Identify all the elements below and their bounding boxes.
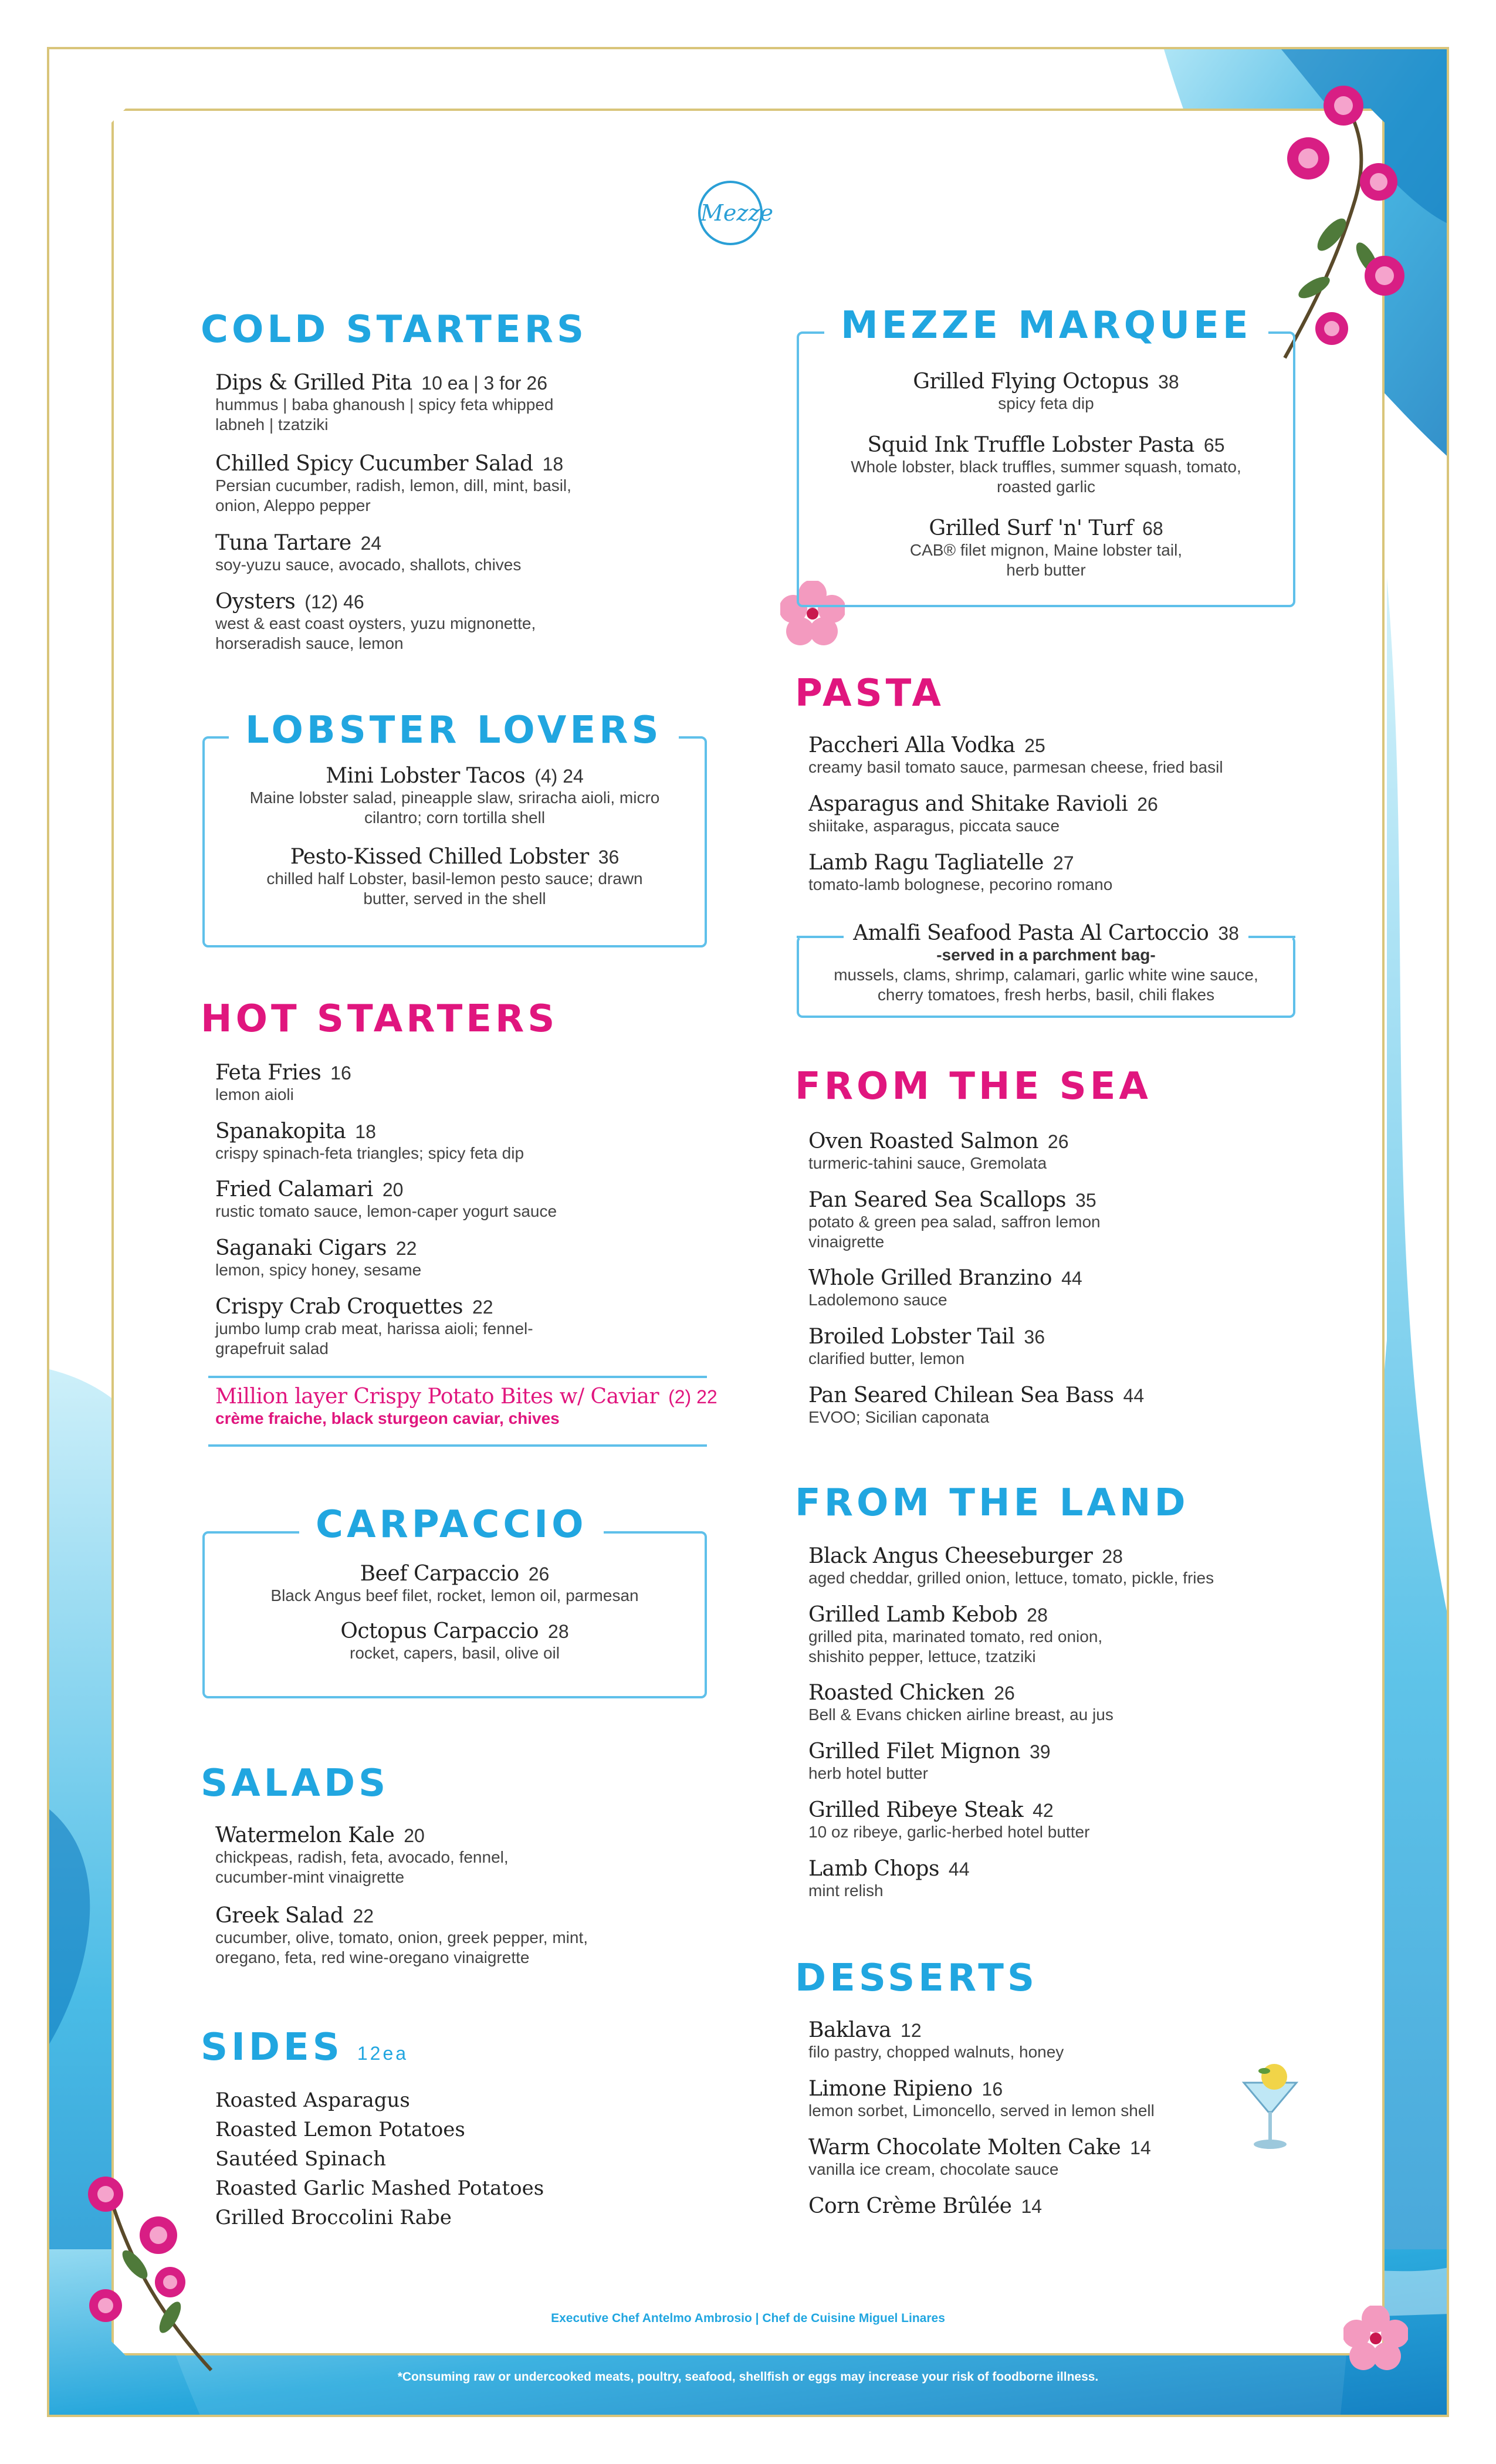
hot-starters-heading: HOT STARTERS — [201, 997, 559, 1041]
item-name: Million layer Crispy Potato Bites w/ Caviar — [215, 1385, 659, 1409]
item-desc: mint relish — [808, 1881, 884, 1900]
from-the-land-heading: FROM THE LAND — [795, 1481, 1189, 1525]
item-desc: tomato-lamb bolognese, pecorino romano — [808, 875, 1113, 893]
item-desc: EVOO; Sicilian caponata — [808, 1408, 990, 1426]
item-name: Amalfi Seafood Pasta Al Cartoccio — [853, 921, 1209, 945]
item-desc: aged cheddar, grilled onion, lettuce, tomato, pickle, fries — [808, 1569, 1214, 1587]
menu-item — [808, 1681, 1113, 1725]
item-name: Broiled Lobster Tail — [808, 1325, 1015, 1349]
menu-item — [808, 1383, 1144, 1427]
item-price: 22 — [472, 1297, 493, 1318]
menu-item — [797, 433, 1295, 497]
item-price: 42 — [1033, 1800, 1054, 1821]
bougainvillea-bottom-left-icon — [70, 2171, 223, 2382]
item-price: 36 — [1024, 1326, 1045, 1348]
item-name: Watermelon Kale — [215, 1823, 395, 1847]
item-price: 18 — [355, 1121, 376, 1142]
item-desc: chilled half Lobster, basil-lemon pesto sauce; drawn butter, served in the shell — [266, 869, 643, 908]
item-price: 22 — [353, 1905, 374, 1927]
item-name: Spanakopita — [215, 1119, 346, 1143]
item-name: Lamb Chops — [808, 1857, 939, 1881]
item-name: Paccheri Alla Vodka — [808, 733, 1016, 757]
item-price: 26 — [1047, 1131, 1069, 1152]
mezze-marquee-heading: MEZZE MARQUEE — [824, 304, 1268, 347]
item-price: 28 — [548, 1621, 569, 1642]
menu-item — [797, 516, 1295, 580]
item-price: (12) 46 — [304, 591, 364, 612]
item-price: 28 — [1102, 1546, 1123, 1567]
menu-item — [215, 590, 638, 654]
item-desc: herb hotel butter — [808, 1764, 928, 1782]
item-name: Grilled Filet Mignon — [808, 1739, 1020, 1764]
item-name: Oven Roasted Salmon — [808, 1129, 1038, 1153]
from-the-sea-heading: FROM THE SEA — [795, 1065, 1152, 1108]
item-price: 18 — [542, 453, 564, 475]
menu-item — [808, 1798, 1089, 1842]
item-name: Chilled Spicy Cucumber Salad — [215, 452, 533, 476]
item-desc: jumbo lump crab meat, harissa aioli; fennel-grapefruit salad — [215, 1319, 533, 1358]
item-desc: west & east coast oysters, yuzu mignonette, horseradish sauce, lemon — [215, 614, 536, 652]
item-name: Grilled Surf 'n' Turf — [929, 516, 1133, 540]
menu-item — [808, 733, 1223, 777]
item-desc: clarified butter, lemon — [808, 1349, 965, 1368]
item-desc: lemon, spicy honey, sesame — [215, 1261, 422, 1279]
item-desc: lemon sorbet, Limoncello, served in lemon shell — [808, 2101, 1155, 2120]
lobster-lovers-heading: LOBSTER LOVERS — [229, 709, 679, 752]
item-price: 28 — [1027, 1605, 1048, 1626]
side-item: Roasted Asparagus — [215, 2089, 410, 2112]
item-name: Corn Crème Brûlée — [808, 2194, 1012, 2218]
item-price: 25 — [1024, 735, 1045, 756]
item-price: (2) 22 — [668, 1386, 717, 1407]
item-price: 24 — [360, 533, 382, 554]
item-price: 10 ea | 3 for 26 — [421, 373, 547, 394]
item-name: Greek Salad — [215, 1904, 344, 1928]
menu-item — [808, 1129, 1069, 1173]
featured-menu-item — [797, 921, 1295, 1005]
side-item: Roasted Garlic Mashed Potatoes — [215, 2177, 544, 2200]
item-desc: Whole lobster, black truffles, summer squash, tomato, roasted garlic — [851, 458, 1241, 496]
side-item: Sautéed Spinach — [215, 2147, 386, 2171]
item-desc: turmeric-tahini sauce, Gremolata — [808, 1154, 1047, 1172]
menu-item — [808, 1188, 1113, 1252]
sides-price: 12ea — [357, 2043, 409, 2064]
item-name: Pan Seared Sea Scallops — [808, 1188, 1067, 1212]
item-name: Squid Ink Truffle Lobster Pasta — [867, 433, 1194, 457]
item-desc: Ladolemono sauce — [808, 1291, 947, 1309]
menu-item — [808, 2194, 1042, 2218]
item-name: Pesto-Kissed Chilled Lobster — [290, 845, 589, 869]
item-price: 26 — [1137, 794, 1158, 815]
item-desc: crispy spinach-feta triangles; spicy feta dip — [215, 1144, 524, 1162]
item-desc: creamy basil tomato sauce, parmesan cheese, fried basil — [808, 758, 1223, 776]
item-price: 35 — [1075, 1190, 1096, 1211]
menu-item — [215, 1823, 579, 1887]
sides-heading — [201, 2026, 408, 2069]
item-price: (4) 24 — [534, 766, 584, 787]
item-price: 38 — [1218, 923, 1239, 944]
menu-item — [808, 2077, 1155, 2121]
item-price: 20 — [404, 1825, 425, 1846]
item-name: Feta Fries — [215, 1061, 321, 1085]
item-name: Warm Chocolate Molten Cake — [808, 2135, 1121, 2160]
chef-credits: Executive Chef Antelmo Ambrosio | Chef de Cuisine Miguel Linares — [551, 2311, 945, 2325]
menu-item — [808, 792, 1158, 836]
item-desc: rocket, capers, basil, olive oil — [350, 1644, 560, 1662]
item-price: 68 — [1142, 518, 1163, 539]
item-name: Tuna Tartare — [215, 531, 351, 555]
salads-heading: SALADS — [201, 1762, 390, 1805]
item-desc: crème fraiche, black sturgeon caviar, chives — [215, 1409, 560, 1427]
item-price: 44 — [1061, 1268, 1082, 1289]
menu-item — [215, 531, 638, 575]
item-desc: soy-yuzu sauce, avocado, shallots, chives — [215, 556, 522, 574]
cold-starters-heading: COLD STARTERS — [201, 308, 588, 351]
menu-item — [808, 1857, 970, 1901]
item-price: 12 — [901, 2020, 922, 2041]
item-name: Dips & Grilled Pita — [215, 371, 412, 395]
item-price: 20 — [382, 1179, 404, 1200]
item-price: 14 — [1130, 2137, 1151, 2158]
item-price: 16 — [330, 1062, 351, 1084]
item-desc: mussels, clams, shrimp, calamari, garlic white wine sauce, cherry tomatoes, fresh herbs, basil, chili flakes — [834, 966, 1258, 1004]
menu-item — [808, 2018, 1064, 2062]
sides-title: SIDES — [201, 2026, 343, 2069]
item-name: Oysters — [215, 590, 296, 614]
menu-item — [202, 1619, 707, 1663]
mezze-logo: Mezze — [698, 181, 763, 245]
item-name: Crispy Crab Croquettes — [215, 1295, 463, 1319]
menu-item — [215, 1295, 567, 1359]
menu-item — [797, 370, 1295, 414]
item-name: Fried Calamari — [215, 1177, 373, 1201]
item-desc: shiitake, asparagus, piccata sauce — [808, 817, 1060, 835]
item-name: Asparagus and Shitake Ravioli — [808, 792, 1128, 816]
item-desc: Black Angus beef filet, rocket, lemon oil, parmesan — [270, 1586, 639, 1605]
item-name: Lamb Ragu Tagliatelle — [808, 851, 1044, 875]
item-name: Black Angus Cheeseburger — [808, 1544, 1093, 1568]
item-desc: chickpeas, radish, feta, avocado, fennel, cucumber-mint vinaigrette — [215, 1848, 509, 1886]
item-price: 38 — [1158, 371, 1179, 392]
item-desc: lemon aioli — [215, 1085, 294, 1104]
menu-item — [215, 1061, 351, 1105]
menu-item — [215, 1904, 649, 1968]
item-price: 65 — [1203, 435, 1225, 456]
item-name: Saganaki Cigars — [215, 1236, 387, 1260]
desserts-heading: DESSERTS — [795, 1957, 1038, 2000]
divider — [208, 1376, 707, 1378]
item-name: Beef Carpaccio — [360, 1562, 519, 1586]
item-name: Mini Lobster Tacos — [326, 764, 526, 788]
menu-item — [808, 851, 1112, 895]
item-price: 36 — [598, 847, 620, 868]
item-name: Grilled Lamb Kebob — [808, 1603, 1018, 1627]
menu-item — [202, 1562, 707, 1606]
menu-item — [215, 1119, 524, 1163]
food-safety-disclaimer: *Consuming raw or undercooked meats, poultry, seafood, shellfish or eggs may increase your risk of foodborne illness. — [397, 2370, 1099, 2384]
pasta-heading: PASTA — [795, 672, 945, 715]
item-price: 14 — [1021, 2196, 1043, 2217]
menu-item — [215, 1236, 421, 1280]
item-name: Baklava — [808, 2018, 892, 2042]
menu-item — [215, 1177, 557, 1221]
item-desc: 10 oz ribeye, garlic-herbed hotel butter — [808, 1823, 1090, 1841]
carpaccio-heading: CARPACCIO — [299, 1503, 604, 1546]
item-note: -served in a parchment bag- — [936, 946, 1156, 964]
item-desc: vanilla ice cream, chocolate sauce — [808, 2160, 1059, 2178]
item-name: Octopus Carpaccio — [340, 1619, 539, 1643]
menu-item — [215, 371, 638, 435]
item-price: 27 — [1052, 852, 1074, 874]
item-name: Grilled Flying Octopus — [913, 370, 1149, 394]
item-price: 44 — [1123, 1385, 1145, 1406]
menu-item — [808, 1739, 1051, 1783]
item-desc: Maine lobster salad, pineapple slaw, sriracha aioli, micro cilantro; corn tortilla shell — [249, 788, 660, 827]
featured-menu-item — [215, 1385, 717, 1429]
side-item: Roasted Lemon Potatoes — [215, 2118, 465, 2141]
item-desc: Bell & Evans chicken airline breast, au jus — [808, 1705, 1113, 1724]
bougainvillea-top-right-icon — [1261, 82, 1414, 364]
item-name: Limone Ripieno — [808, 2077, 973, 2101]
cocktail-glass-icon — [1238, 2059, 1302, 2153]
divider — [208, 1444, 707, 1447]
carpaccio-box — [202, 1531, 707, 1698]
menu-item — [808, 1325, 1045, 1369]
item-price: 16 — [981, 2079, 1003, 2100]
item-desc: potato & green pea salad, saffron lemon vinaigrette — [808, 1213, 1101, 1251]
item-desc: filo pastry, chopped walnuts, honey — [808, 2043, 1064, 2061]
item-price: 44 — [948, 1859, 970, 1880]
menu-item — [202, 845, 707, 909]
menu-item — [215, 452, 638, 516]
item-name: Grilled Ribeye Steak — [808, 1798, 1024, 1822]
item-price: 39 — [1030, 1741, 1051, 1762]
item-name: Whole Grilled Branzino — [808, 1266, 1052, 1290]
side-item: Grilled Broccolini Rabe — [215, 2206, 452, 2229]
item-price: 26 — [528, 1563, 550, 1585]
item-desc: rustic tomato sauce, lemon-caper yogurt sauce — [215, 1202, 557, 1220]
item-desc: CAB® filet mignon, Maine lobster tail, herb butter — [909, 541, 1183, 579]
item-price: 26 — [994, 1683, 1015, 1704]
item-desc: cucumber, olive, tomato, onion, greek pepper, mint, oregano, feta, red wine-oregano vinaigrette — [215, 1928, 588, 1967]
item-desc: grilled pita, marinated tomato, red onion, shishito pepper, lettuce, tzatziki — [808, 1627, 1103, 1666]
item-name: Roasted Chicken — [808, 1681, 985, 1705]
menu-item — [808, 2135, 1151, 2179]
item-desc: hummus | baba ghanoush | spicy feta whipped labneh | tzatziki — [215, 395, 554, 434]
item-desc: spicy feta dip — [998, 394, 1094, 412]
item-price: 22 — [395, 1238, 417, 1259]
menu-item — [808, 1603, 1160, 1667]
menu-item — [808, 1266, 1082, 1310]
item-desc: Persian cucumber, radish, lemon, dill, mint, basil, onion, Aleppo pepper — [215, 476, 571, 515]
menu-item — [202, 764, 707, 828]
item-name: Pan Seared Chilean Sea Bass — [808, 1383, 1114, 1407]
menu-item — [808, 1544, 1214, 1588]
